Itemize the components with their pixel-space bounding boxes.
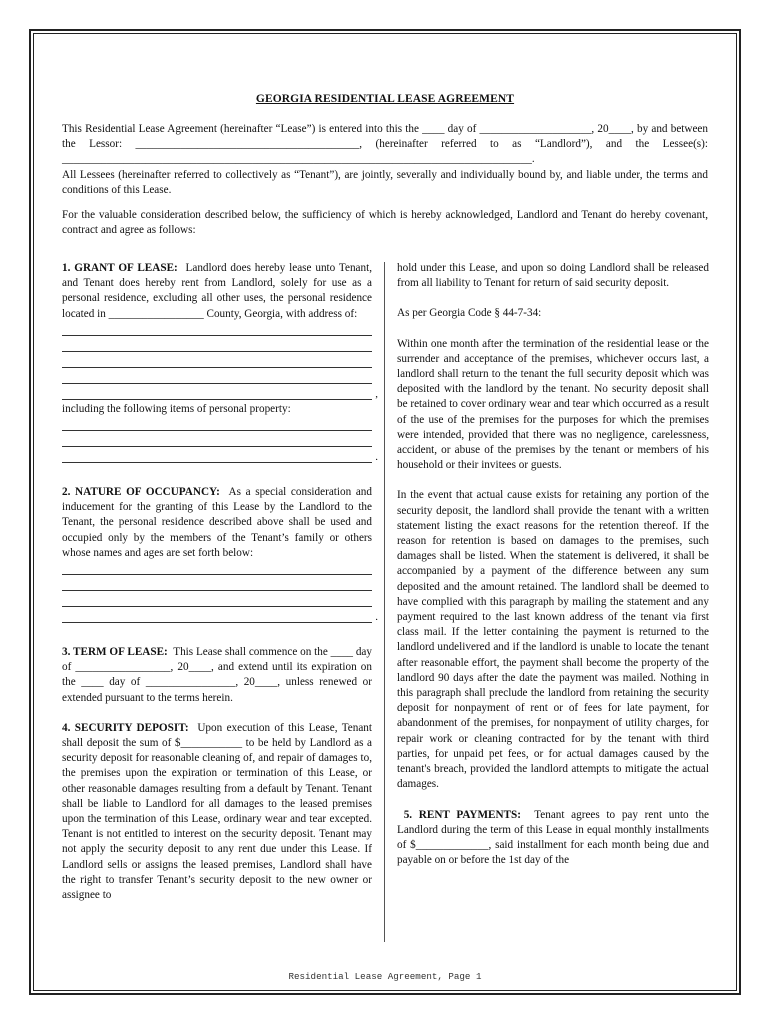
right-column [397, 261, 709, 883]
intro-parties-paragraph: This Residential Lease Agreement (hereinafter “Lease”) is entered into this the ____ day of ____________________, 20____, by and between the Lessor: ________________________________________, (hereinafter referred to as “Landlord”), and the Lessee(s): ____________________________________________________________________________________. [62, 123, 708, 166]
section-5-heading: 5. RENT PAYMENTS: [403, 808, 522, 821]
column-divider [384, 262, 385, 942]
address-line [62, 338, 372, 352]
section-3-heading: 3. TERM OF LEASE: [62, 646, 168, 659]
property-line [62, 433, 372, 447]
address-line [62, 370, 372, 384]
occupant-line [62, 609, 372, 623]
section-2-text: As a special consideration and inducement for the granting of this Lease by the Landlord to the Tenant, the personal residence described above shall be used and occupied only by the members of the Tenant’s family or others whose names and ages are set forth below: [62, 486, 372, 559]
section-3-text: This Lease shall commence on the ____ day of _________________, 20____, and extend until its expiration on the ____ day of ________________, 20____, unless renewed or extended pursuant to the terms herein. [62, 646, 372, 704]
section-1-heading: 1. GRANT OF LEASE: [62, 262, 178, 274]
address-line [62, 386, 372, 400]
section-grant-of-lease [62, 261, 372, 322]
section-2-heading: 2. NATURE OF OCCUPANCY: [62, 486, 220, 499]
deposit-return-paragraph: Within one month after the termination of the residential lease or the surrender and acceptance of the premises, whichever occurs last, a landlord shall return to the tenant the full security deposit which was deposited with the landlord by the tenant. No security deposit shall be retained to cover ordinary wear and tear which occurred as a result of the use of the premises for the purposes for which the premises were intended, provided that there was no negligence, carelessness, accident, or abuse of the premises by the tenant or members of his household or their invitees or guests. [397, 337, 709, 472]
property-line [62, 417, 372, 431]
intro-lessees-paragraph: All Lessees (hereinafter referred to collectively as “Tenant”), are jointly, severally and individually bound by, and liable under, the terms and conditions of this Lease. [62, 168, 708, 196]
section-4-heading: 4. SECURITY DEPOSIT: [62, 721, 189, 734]
section-rent-payments [397, 808, 709, 869]
georgia-code-reference: As per Georgia Code § 44-7-34: [397, 307, 542, 320]
page-footer: Residential Lease Agreement, Page 1 [288, 971, 482, 982]
document-title: GEORGIA RESIDENTIAL LEASE AGREEMENT [255, 93, 515, 105]
personal-property-label: including the following items of personal property: [62, 402, 291, 415]
address-line [62, 354, 372, 368]
section-4-text: Upon execution of this Lease, Tenant shall deposit the sum of $___________ to be held by Landlord as a security deposit for reasonable cleaning of, and repair of damages to, the premises upon the expiration or termination of this Lease, or other reasonable damages resulting from a default by Tenant. Tenant shall be liable to Landlord for all damages to the leased premises upon the termination of this Lease, ordinary wear and tear excepted. Tenant is not entitled to interest on the security deposit. Tenant may not apply the security deposit to any rent due under this Lease. If Landlord sells or assigns the leased premises, Landlord shall have the right to transfer Tenant’s security deposit to the new owner or assignee to [62, 721, 373, 902]
address-line [62, 322, 372, 336]
occupant-line [62, 577, 372, 591]
intro-consideration-paragraph: For the valuable consideration described below, the sufficiency of which is hereby acknowledged, Landlord and Tenant do hereby covenant, contract and agree as follows: [62, 209, 708, 237]
occupant-line [62, 561, 372, 575]
property-line [62, 449, 372, 463]
section-security-deposit [62, 721, 372, 903]
intro-section [62, 122, 708, 238]
deposit-retention-paragraph: In the event that actual cause exists for retaining any portion of the security deposit, the landlord shall provide the tenant with a written statement listing the exact reasons for the retention thereof. If the reason for retention is based on damages to the premises, such damages shall be listed. When the statement is delivered, it shall be accompanied by a payment of the difference between any sum deposited and the amount retained. The landlord shall be deemed to have complied with this paragraph by mailing the statement and any payment required to the last known address of the tenant via first class mail. If the letter containing the payment is returned to the landlord undelivered and if the landlord is unable to locate the tenant after reasonable effort, the payment shall become the property of the landlord 90 days after the date the payment was mailed. Nothing in this paragraph shall preclude the landlord from retaining the security deposit for nonpayment of rent or of fees for late payment, for abandonment of the premises, for nonpayment of utility charges, for repair work or cleaning contracted for by the tenant with third parties, for unpaid pet fees, or for actual damages caused by the tenant's breach, provided the landlord attempts to mitigate the actual damages. [397, 489, 709, 791]
section-term-of-lease [62, 645, 372, 706]
occupant-line [62, 593, 372, 607]
section-1-text: Landlord does hereby lease unto Tenant, and Tenant does hereby rent from Landlord, solely for use as a personal residence, excluding all other uses, the personal residence located in _________________ County, Georgia, with address of: [62, 262, 373, 320]
section-5-text: Tenant agrees to pay rent unto the Landlord during the term of this Lease in equal monthly installments of $_____________, said installment for each month being due and payable on or before the 1st day of the [397, 808, 710, 867]
section-nature-of-occupancy [62, 485, 372, 561]
deposit-release-paragraph: hold under this Lease, and upon so doing Landlord shall be released from all liability to Tenant for return of said security deposit. [397, 262, 709, 290]
left-column [62, 261, 372, 918]
